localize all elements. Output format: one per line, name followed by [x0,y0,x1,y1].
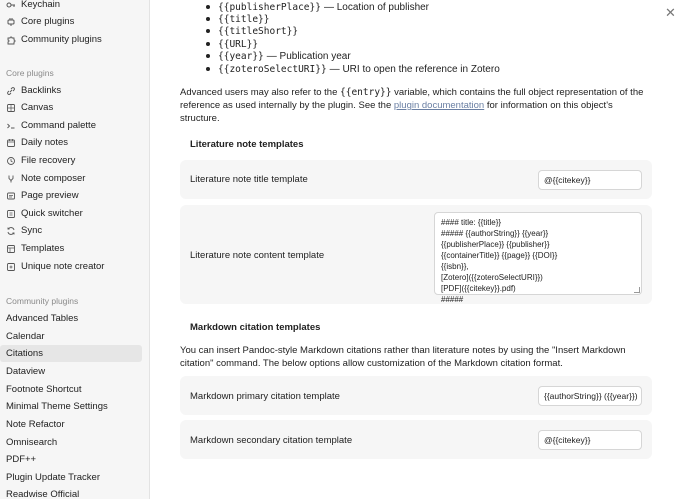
paragraph-text: Advanced users may also refer to the [180,87,340,98]
sidebar-item-pdf-plus-plus[interactable] [0,451,142,468]
sync-icon [6,226,16,236]
sidebar-item-label: Daily notes [21,137,68,148]
paragraph-text: for information on this object's structure. [180,100,613,124]
sidebar-item-sync[interactable] [0,222,142,239]
bullet-icon [206,17,210,21]
sidebar-item-label: PDF++ [6,454,37,465]
core-plugins-heading: Core plugins [6,68,54,78]
note-plus-icon [6,262,16,272]
sidebar-item-label: Quick switcher [21,208,83,219]
merge-icon [6,174,16,184]
sidebar-item-omnisearch[interactable] [0,434,142,451]
sidebar-item-note-refactor[interactable] [0,416,142,433]
variable-code: {{title}} [218,13,270,25]
setting-label: Markdown primary citation template [190,391,340,402]
list-item [206,24,301,38]
sidebar-item-label: Templates [21,243,65,254]
sidebar-item-label: Community plugins [21,34,102,45]
sidebar-item-label: Core plugins [21,16,75,27]
sidebar-item-label: Unique note creator [21,261,105,272]
sidebar-item-readwise-official[interactable] [0,486,142,503]
sidebar-item-label: Canvas [21,102,54,113]
variable-code: {{year}} [218,50,264,62]
markdown-secondary-setting [180,420,652,459]
bullet-icon [206,54,210,58]
variable-code: {{titleShort}} [218,25,299,37]
key-icon [6,0,16,10]
literature-content-textarea[interactable]: #### title: {{title}} ##### {{authorString}} {{year}} {{publisherPlace}} {{publisher}} {{containerTitle}} {{page}} {{DOI}} {{isbn}}, [Zotero]({{zoteroSelectURI}}) [PDF]({{citekey}}.pdf) ##### [434,212,642,295]
sidebar-item-note-composer[interactable] [0,170,142,187]
markdown-secondary-input[interactable]: @{{citekey}} [538,430,642,450]
sidebar-item-unique-note-creator[interactable] [0,258,142,275]
bullet-icon [206,29,210,33]
setting-label: Literature note content template [190,250,325,261]
variable-description: — URI to open the reference in Zotero [329,63,500,75]
sidebar-item-minimal-theme-settings[interactable] [0,398,142,415]
variable-code: {{zoteroSelectURI}} [218,63,327,75]
resize-handle-icon[interactable] [634,287,640,293]
sidebar-item-label: Note composer [21,173,86,184]
setting-label: Markdown secondary citation template [190,435,353,446]
sidebar-item-label: Minimal Theme Settings [6,401,108,412]
terminal-icon [6,121,16,131]
variable-description: — Location of publisher [323,1,430,13]
advanced-users-paragraph [180,86,650,125]
template-icon [6,244,16,254]
canvas-icon [6,103,16,113]
sidebar-item-label: Keychain [21,0,61,10]
sidebar-item-label: Citations [6,348,43,359]
markdown-description: You can insert Pandoc-style Markdown citations rather than literature notes by using the "Insert Markdown citation" command. The below options allow customization of the Markdown citation format. [180,345,626,369]
sidebar-item-daily-notes[interactable] [0,134,142,151]
sidebar-item-footnote-shortcut[interactable] [0,381,142,398]
literature-title-input[interactable]: @{{citekey}} [538,170,642,190]
sidebar-item-label: File recovery [21,155,76,166]
entry-variable-code: {{entry}} [340,87,392,98]
sidebar-item-command-palette[interactable] [0,117,142,134]
list-item [206,62,500,76]
setting-label: Literature note title template [190,174,308,185]
literature-title-setting [180,160,652,199]
literature-content-setting [180,205,652,304]
sidebar-item-calendar[interactable] [0,328,142,345]
plug-icon [6,17,16,27]
paragraph-text: variable, which contains the full object representation of the reference as used internally by the plugin. See the [180,87,644,111]
sidebar-item-citations[interactable] [0,345,142,362]
sidebar-item-page-preview[interactable] [0,187,142,204]
markdown-primary-input[interactable]: {{authorString}} ({{year}}) [538,386,642,406]
sidebar-item-label: Page preview [21,190,79,201]
sidebar-item-dataview[interactable] [0,363,142,380]
switcher-icon [6,209,16,219]
sidebar-item-templates[interactable] [0,240,142,257]
sidebar-item-label: Advanced Tables [6,313,79,324]
sidebar-item-label: Backlinks [21,85,62,96]
puzzle-icon [6,35,16,45]
bullet-icon [206,42,210,46]
sidebar-item-plugin-update-tracker[interactable] [0,469,142,486]
settings-content [150,0,678,499]
sidebar-item-label: Omnisearch [6,437,58,448]
sidebar-item-advanced-tables[interactable] [0,310,142,327]
list-item [206,49,351,63]
settings-sidebar [0,0,150,499]
sidebar-item-label: Note Refactor [6,419,65,430]
sidebar-item-community-plugins[interactable] [0,31,142,48]
markdown-templates-heading: Markdown citation templates [190,322,321,333]
history-icon [6,156,16,166]
plugin-documentation-link[interactable]: plugin documentation [393,100,485,111]
sidebar-item-core-plugins[interactable] [0,13,142,30]
sidebar-item-quick-switcher[interactable] [0,205,142,222]
sidebar-item-label: Sync [21,225,43,236]
markdown-primary-setting [180,376,652,415]
bullet-icon [206,5,210,9]
variable-code: {{publisherPlace}} [218,1,321,13]
sidebar-item-label: Calendar [6,331,45,342]
calendar-icon [6,138,16,148]
sidebar-item-keychain[interactable] [0,0,142,13]
bullet-icon [206,67,210,71]
close-icon[interactable]: ✕ [665,5,676,20]
variable-description: — Publication year [266,50,351,62]
sidebar-item-canvas[interactable] [0,99,142,116]
sidebar-item-label: Plugin Update Tracker [6,472,100,483]
variable-code: {{URL}} [218,38,259,50]
sidebar-item-label: Command palette [21,120,96,131]
community-plugins-heading: Community plugins [6,296,79,306]
preview-icon [6,191,16,201]
sidebar-item-file-recovery[interactable] [0,152,142,169]
sidebar-item-label: Readwise Official [6,489,80,500]
sidebar-item-label: Footnote Shortcut [6,384,82,395]
link-icon [6,86,16,96]
literature-templates-heading: Literature note templates [190,139,304,150]
sidebar-item-label: Dataview [6,366,46,377]
sidebar-item-backlinks[interactable] [0,82,142,99]
